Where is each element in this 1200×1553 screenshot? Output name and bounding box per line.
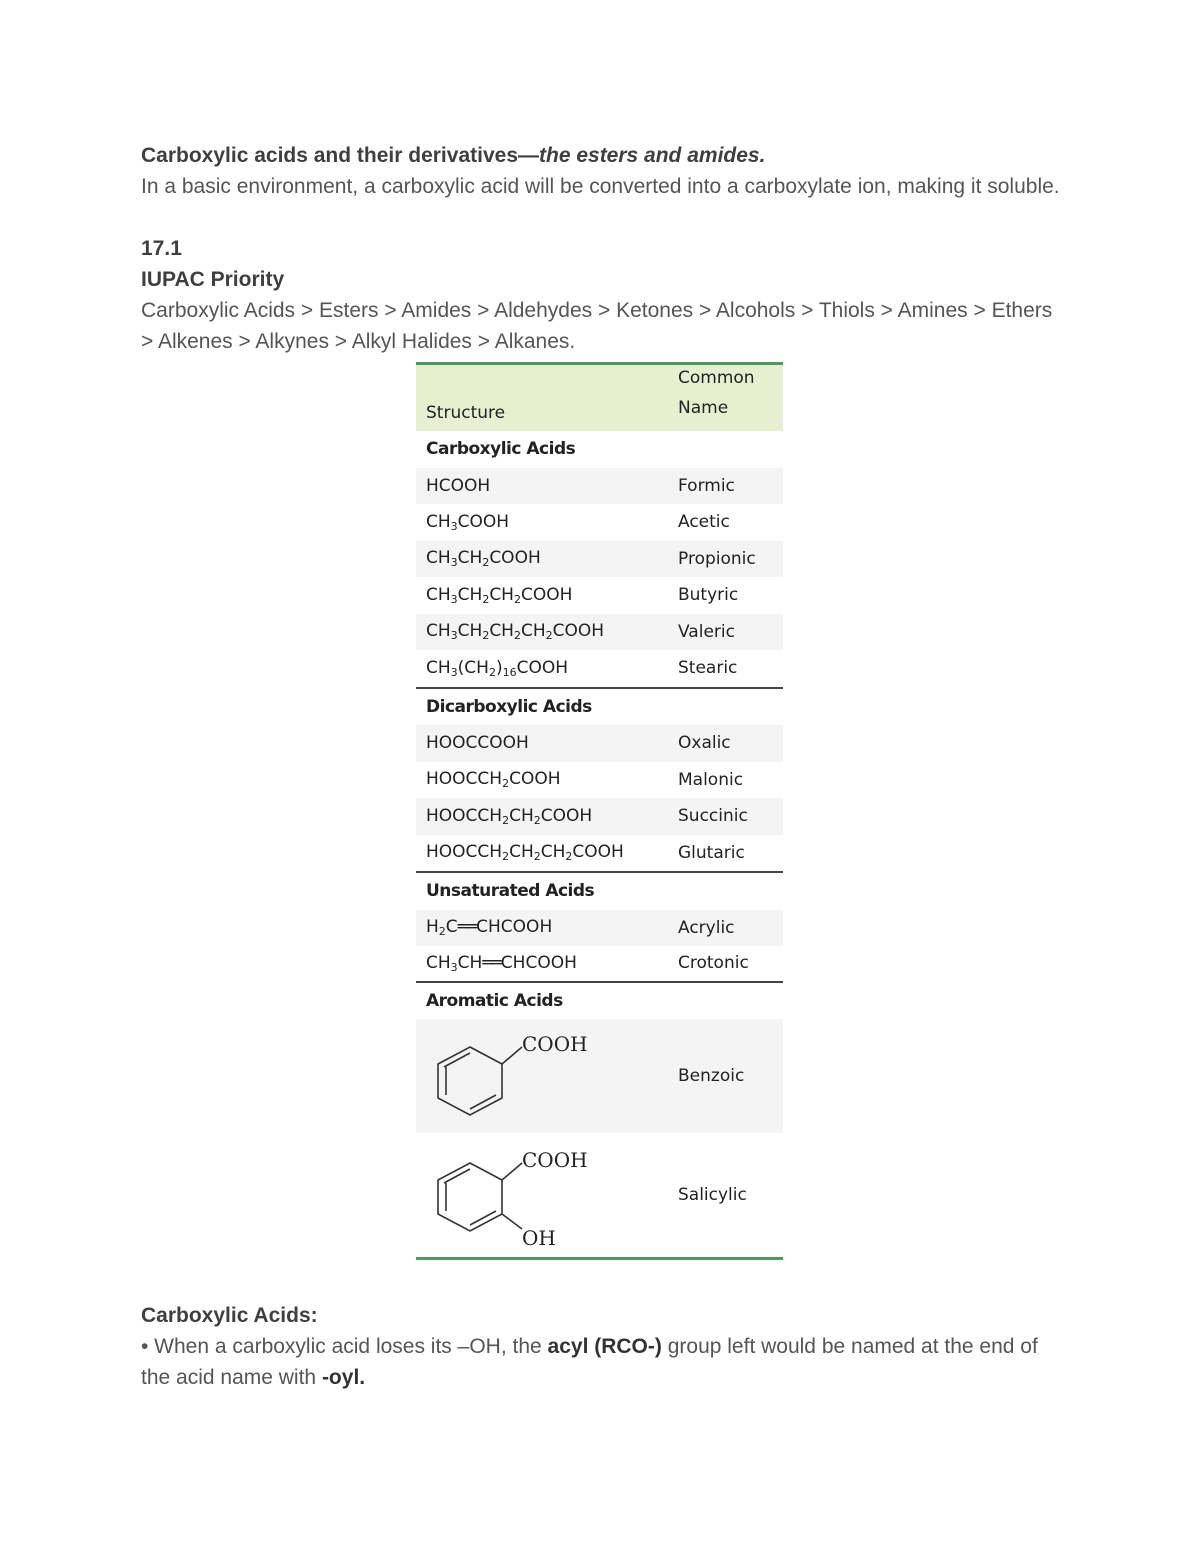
formula-acetic: $CH_3COOH$	[426, 511, 510, 533]
name-benzoic: Benzoic	[678, 1066, 745, 1086]
carboxylic-acids-heading: Carboxylic Acids:	[141, 1304, 318, 1327]
name-salicylic: Salicylic	[678, 1185, 747, 1205]
name-acetic: Acetic	[678, 512, 730, 533]
section-aromatic-acids: Aromatic Acids	[426, 990, 563, 1011]
table-row	[416, 541, 783, 578]
name-oxalic: Oxalic	[678, 733, 731, 754]
formula-valeric: $CH_3CH_2CH_2CH_2COOH$	[426, 621, 605, 643]
bullet-bold-acyl: acyl (RCO-)	[547, 1335, 662, 1358]
name-succinic: Succinic	[678, 806, 748, 827]
salicylic-cooh-label: COOH	[522, 1148, 588, 1172]
bullet-text-1: • When a carboxylic acid loses its –OH, the	[141, 1335, 548, 1358]
acyl-bullet	[141, 1331, 1061, 1393]
title-main: Carboxylic acids and their derivatives—	[141, 144, 539, 167]
bullet-text-2: group left would be named at the end of the acid name with	[141, 1335, 1038, 1389]
section-number: 17.1	[141, 237, 182, 260]
name-malonic: Malonic	[678, 769, 744, 790]
table-row	[416, 910, 783, 947]
formula-glutaric: $HOOCCH_2CH_2CH_2COOH$	[426, 842, 624, 864]
section-unsaturated-acids: Unsaturated Acids	[416, 871, 783, 910]
table-header	[416, 365, 783, 431]
name-butyric: Butyric	[678, 585, 739, 606]
priority-text: Carboxylic Acids > Esters > Amides > Aldehydes > Ketones > Alcohols > Thiols > Amines > Ethers > Alkenes > Alkynes > Alkyl Halides > Alkanes.	[141, 299, 1053, 353]
formula-crotonic: $CH_3CH══CHCOOH$	[426, 952, 577, 974]
table-row	[416, 762, 783, 799]
salicylic-structure-icon	[426, 1139, 616, 1249]
title-italic: the esters and amides.	[539, 144, 766, 167]
header-structure: Structure	[426, 403, 506, 423]
table-row	[416, 468, 783, 505]
name-propionic: Propionic	[678, 548, 756, 569]
table-row	[416, 504, 783, 541]
name-valeric: Valeric	[678, 621, 735, 642]
section-carboxylic-acids: Carboxylic Acids	[426, 439, 576, 460]
carboxylic-acids-table	[416, 362, 783, 1260]
formula-butyric: $CH_3CH_2CH_2COOH$	[426, 584, 573, 606]
table-row	[416, 1019, 783, 1133]
table-row	[416, 835, 783, 872]
salicylic-oh-label: OH	[522, 1226, 556, 1249]
header-name: Name	[678, 398, 729, 418]
formula-propionic: $CH_3CH_2COOH$	[426, 548, 541, 570]
formula-formic: HCOOH	[426, 475, 491, 496]
table-row	[416, 577, 783, 614]
table-row	[416, 650, 783, 687]
name-glutaric: Glutaric	[678, 842, 745, 863]
formula-stearic: $CH_3(CH_2)_{16}COOH$	[426, 657, 569, 679]
header-common-name	[678, 363, 755, 423]
section-dicarboxylic-acids: Dicarboxylic Acids	[416, 687, 783, 726]
name-stearic: Stearic	[678, 658, 738, 679]
benzoic-structure-icon	[426, 1025, 616, 1125]
intro-paragraph: In a basic environment, a carboxylic acid will be converted into a carboxylate ion, making it soluble.	[141, 175, 1060, 198]
priority-heading: IUPAC Priority	[141, 268, 285, 291]
page-title	[141, 140, 1061, 171]
formula-oxalic: HOOCCOOH	[426, 733, 529, 754]
name-formic: Formic	[678, 475, 735, 496]
benzoic-cooh-label: COOH	[522, 1032, 588, 1056]
table-row	[416, 1133, 783, 1257]
table-row	[416, 614, 783, 651]
name-acrylic: Acrylic	[678, 917, 735, 938]
name-crotonic: Crotonic	[678, 953, 749, 974]
table-row	[416, 725, 783, 762]
table-row	[416, 798, 783, 835]
header-common: Common	[678, 368, 755, 388]
formula-malonic: $HOOCCH_2COOH$	[426, 769, 561, 791]
formula-succinic: $HOOCCH_2CH_2COOH$	[426, 805, 593, 827]
table-row	[416, 946, 783, 983]
formula-acrylic: $H_2C══CHCOOH$	[426, 917, 553, 939]
bullet-bold-oyl: -oyl.	[321, 1366, 366, 1389]
